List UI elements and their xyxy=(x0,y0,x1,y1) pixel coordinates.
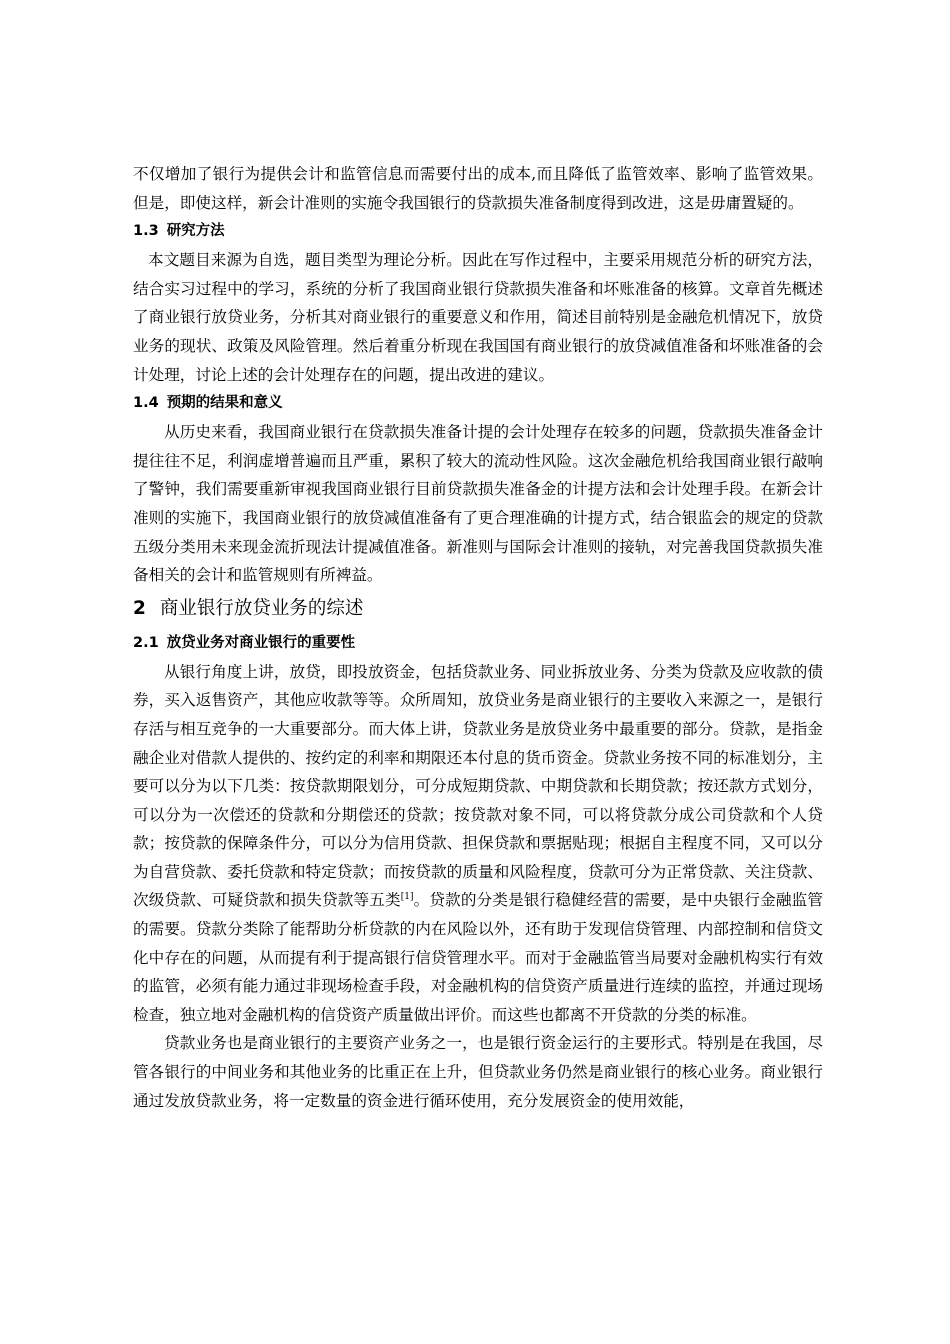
section-1-4-paragraph: 从历史来看，我国商业银行在贷款损失准备计提的会计处理存在较多的问题，贷款损失准备金计提往往不足，利润虚增普遍而且严重，累积了较大的流动性风险。这次金融危机给我国商业银行敲响了警钟，我们需要重新审视我国商业银行目前贷款损失准备金的计提方法和会计处理手段。在新会计准则的实施下，我国商业银行的放贷减值准备有了更合理准确的计提方式，结合银监会的规定的贷款五级分类用未来现金流折现法计提减值准备。新准则与国际会计准则的接轨，对完善我国贷款损失准备相关的会计和监管规则有所裨益。 xyxy=(133,423,823,585)
chapter-2-title: 商业银行放贷业务的综述 xyxy=(159,597,364,619)
reference-mark[interactable]: [1] xyxy=(400,892,414,903)
section-1-4-title: 预期的结果和意义 xyxy=(166,395,283,412)
section-2-1-heading xyxy=(133,629,823,658)
document-page xyxy=(133,160,823,1115)
section-1-4-number: 1.4 xyxy=(133,395,159,412)
section-1-3-heading xyxy=(133,217,823,246)
section-1-3-number: 1.3 xyxy=(133,223,159,240)
chapter-2-heading xyxy=(133,591,823,627)
paragraph-text-after-reference: 。贷款的分类是银行稳健经营的需要，是中央银行金融监管的需要。贷款分类除了能帮助分析贷款的内在风险以外，还有助于发现信贷管理、内部控制和信贷文化中存在的问题，从而提有利于提高银行信贷管理水平。而对于金融监管当局要对金融机构实行有效的监管，必须有能力通过非现场检查手段，对金融机构的信贷资产质量进行连续的监控，并通过现场检查，独立地对金融机构的信贷资产质量做出评价。而这些也都离不开贷款的分类的标准。 xyxy=(133,891,823,1024)
section-1-3-title: 研究方法 xyxy=(166,223,225,240)
section-2-1-title: 放贷业务对商业银行的重要性 xyxy=(166,634,356,651)
continued-paragraph: 不仅增加了银行为提供会计和监管信息而需要付出的成本,而且降低了监管效率、影响了监管效果。但是，即使这样，新会计准则的实施令我国银行的贷款损失准备制度得到改进，这是毋庸置疑的。 xyxy=(133,165,823,212)
paragraph-text-before-reference: 从银行角度上讲，放贷，即投放资金，包括贷款业务、同业拆放业务、分类为贷款及应收款的债券，买入返售资产，其他应收款等等。众所周知，放贷业务是商业银行的主要收入来源之一，是银行存活与相互竞争的一大重要部分。而大体上讲，贷款业务是放贷业务中最重要的部分。贷款，是指金融企业对借款人提供的、按约定的利率和期限还本付息的货币资金。贷款业务按不同的标准划分，主要可以分为以下几类：按贷款期限划分，可分成短期贷款、中期贷款和长期贷款；按还款方式划分，可以分为一次偿还的贷款和分期偿还的贷款；按贷款对象不同，可以将贷款分成公司贷款和个人贷款；按贷款的保障条件分，可以分为信用贷款、担保贷款和票据贴现；根据自主程度不同，又可以分为自营贷款、委托贷款和特定贷款；而按贷款的质量和风险程度，贷款可分为正常贷款、关注贷款、次级贷款、可疑贷款和损失贷款等五类 xyxy=(133,662,823,910)
section-2-1-paragraph-1 xyxy=(133,658,823,1030)
section-1-4-heading xyxy=(133,389,823,418)
section-2-1-paragraph-2: 贷款业务也是商业银行的主要资产业务之一，也是银行资金运行的主要形式。特别是在我国，尽管各银行的中间业务和其他业务的比重正在上升，但贷款业务仍然是商业银行的核心业务。商业银行通过发放贷款业务，将一定数量的资金进行循环使用，充分发展资金的使用效能， xyxy=(133,1034,823,1110)
section-2-1-number: 2.1 xyxy=(133,634,159,651)
section-1-3-paragraph: 本文题目来源为自选，题目类型为理论分析。因此在写作过程中，主要采用规范分析的研究方法，结合实习过程中的学习，系统的分析了我国商业银行贷款损失准备和坏账准备的核算。文章首先概述了商业银行放贷业务，分析其对商业银行的重要意义和作用，简述目前特别是金融危机情况下，放贷业务的现状、政策及风险管理。然后着重分析现在我国国有商业银行的放贷减值准备和坏账准备的会计处理，讨论上述的会计处理存在的问题，提出改进的建议。 xyxy=(133,251,823,384)
chapter-2-number: 2 xyxy=(133,597,146,619)
